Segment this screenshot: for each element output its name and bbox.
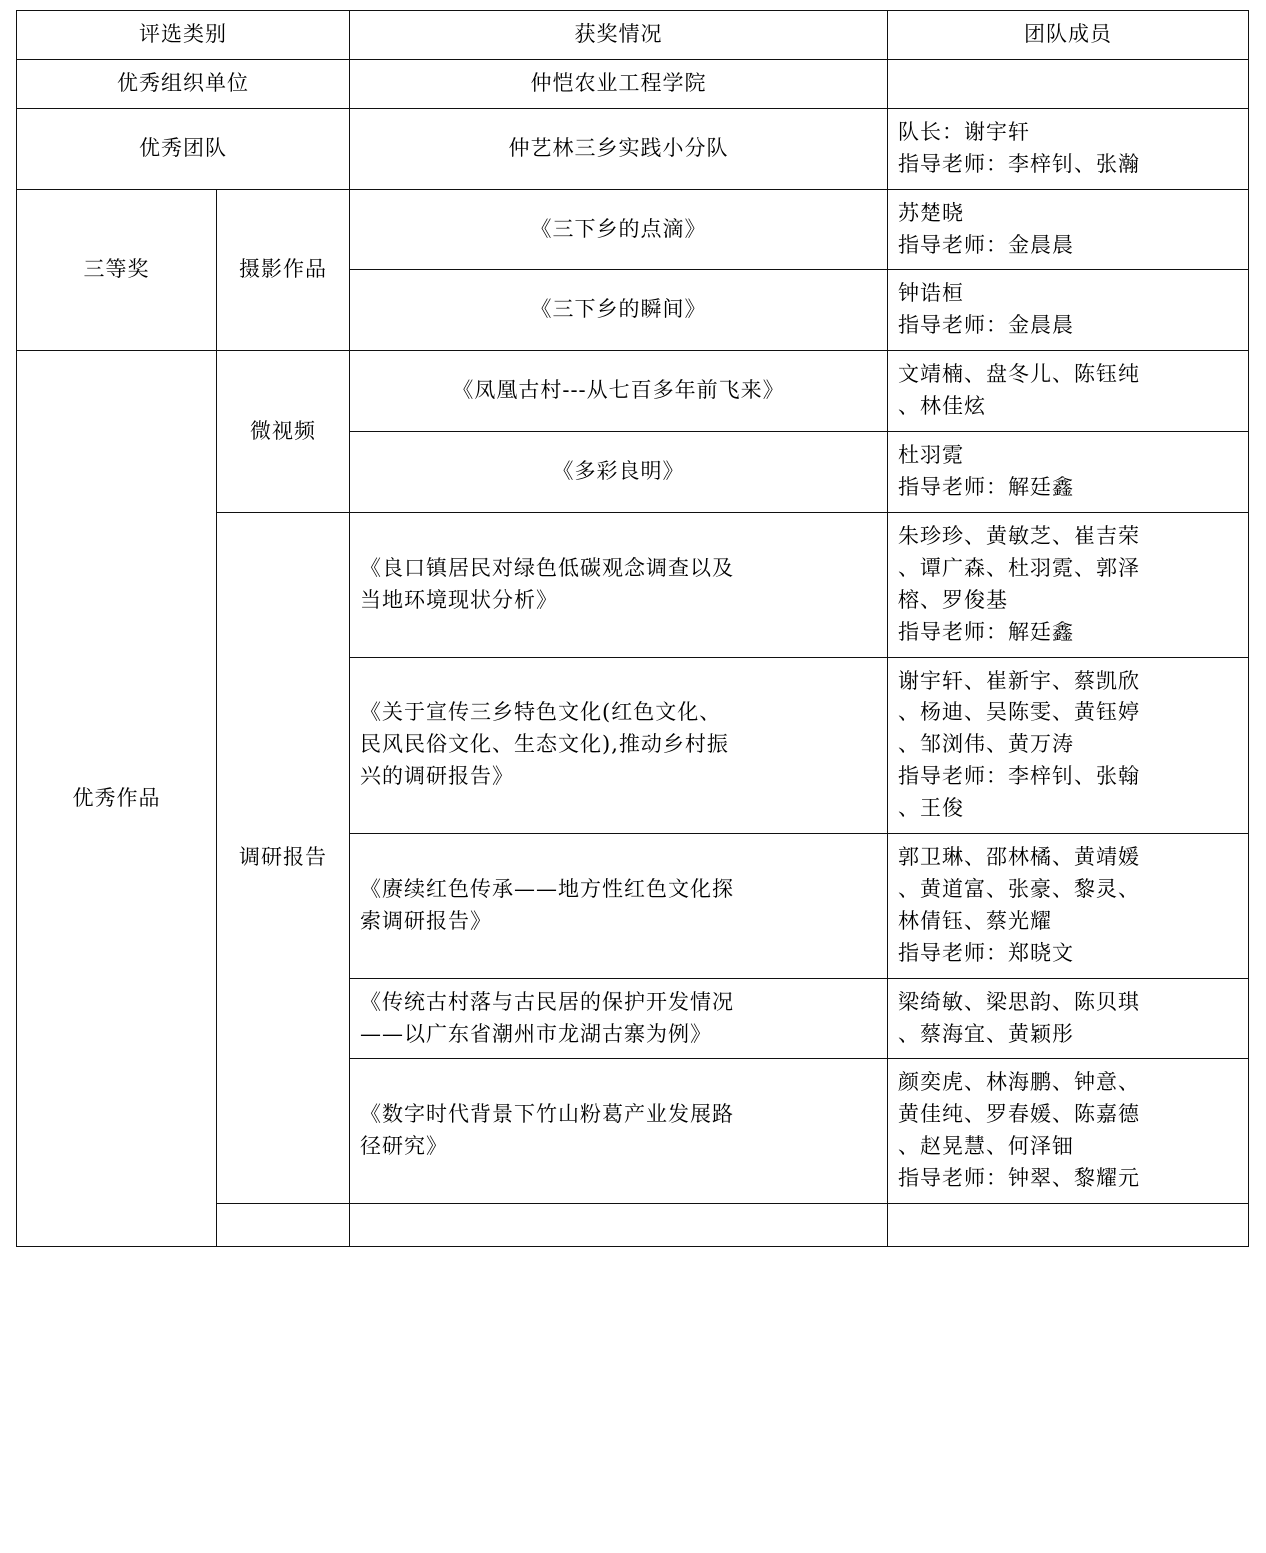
member-line: 苏楚晓 <box>898 200 964 225</box>
row-award-title <box>350 512 888 657</box>
award-line: ——以广东省潮州市龙湖古寨为例》 <box>360 1021 712 1046</box>
row-award-title <box>350 1059 888 1204</box>
row-award-title: 《三下乡的点滴》 <box>350 189 888 270</box>
header-award: 获奖情况 <box>350 11 888 60</box>
row-members <box>888 978 1249 1059</box>
row-award-title <box>350 978 888 1059</box>
member-line: 钟诰桓 <box>898 281 964 306</box>
award-line: 索调研报告》 <box>360 908 492 933</box>
row-category-third-prize: 三等奖 <box>17 189 217 351</box>
row-members <box>888 351 1249 432</box>
member-line: 、赵晃慧、何泽钿 <box>898 1134 1074 1159</box>
header-members: 团队成员 <box>888 11 1249 60</box>
member-line: 、邹浏伟、黄万涛 <box>898 732 1074 757</box>
member-line: 颜奕虎、林海鹏、钟意、 <box>898 1070 1140 1095</box>
row-award-org: 仲恺农业工程学院 <box>350 59 888 108</box>
award-line: 径研究》 <box>360 1134 448 1159</box>
award-line: 《数字时代背景下竹山粉葛产业发展路 <box>360 1102 734 1127</box>
table-row <box>17 108 1249 189</box>
member-line: 指导老师：解廷鑫 <box>898 474 1074 499</box>
member-line: 黄佳纯、罗春媛、陈嘉德 <box>898 1102 1140 1127</box>
row-category-org: 优秀组织单位 <box>17 59 350 108</box>
award-line: 民风民俗文化、生态文化),推动乡村振 <box>360 732 729 757</box>
member-line: 朱珍珍、黄敏芝、崔吉荣 <box>898 523 1140 548</box>
row-award-title <box>350 834 888 979</box>
row-award-team: 仲艺林三乡实践小分队 <box>350 108 888 189</box>
row-category-team: 优秀团队 <box>17 108 350 189</box>
row-members <box>888 657 1249 834</box>
member-line: 、黄道富、张豪、黎灵、 <box>898 876 1140 901</box>
row-subcategory-research-report: 调研报告 <box>217 512 350 1203</box>
header-category: 评选类别 <box>17 11 350 60</box>
member-line: 指导老师：李梓钊、张翰 <box>898 764 1140 789</box>
cell-empty <box>888 1204 1249 1247</box>
table-header-row <box>17 11 1249 60</box>
member-line: 、杨迪、吴陈雯、黄钰婷 <box>898 700 1140 725</box>
award-line: 当地环境现状分析》 <box>360 587 558 612</box>
award-results-table <box>16 10 1249 1247</box>
member-line: 指导老师：郑晓文 <box>898 940 1074 965</box>
row-members <box>888 189 1249 270</box>
row-award-title <box>350 657 888 834</box>
row-members <box>888 432 1249 513</box>
row-award-title: 《三下乡的瞬间》 <box>350 270 888 351</box>
cell-empty <box>217 1204 350 1247</box>
member-line: 、谭广森、杜羽霓、郭泽 <box>898 555 1140 580</box>
member-line: 指导老师：金晨晨 <box>898 232 1074 257</box>
member-line: 林倩钰、蔡光耀 <box>898 908 1052 933</box>
row-subcategory-microvideo: 微视频 <box>217 351 350 513</box>
member-line: 榕、罗俊基 <box>898 587 1008 612</box>
row-category-excellent-works: 优秀作品 <box>17 351 217 1247</box>
table-row <box>17 59 1249 108</box>
row-members-team <box>888 108 1249 189</box>
table-row <box>17 351 1249 432</box>
member-line: 文靖楠、盘冬儿、陈钰纯 <box>898 362 1140 387</box>
row-members <box>888 1059 1249 1204</box>
row-members <box>888 834 1249 979</box>
member-line: 谢宇轩、崔新宇、蔡凯欣 <box>898 668 1140 693</box>
member-line: 指导老师：金晨晨 <box>898 313 1074 338</box>
cell-empty <box>350 1204 888 1247</box>
member-line: 梁绮敏、梁思韵、陈贝琪 <box>898 989 1140 1014</box>
award-line: 兴的调研报告》 <box>360 764 514 789</box>
award-line: 《良口镇居民对绿色低碳观念调查以及 <box>360 555 734 580</box>
award-line: 《传统古村落与古民居的保护开发情况 <box>360 989 734 1014</box>
member-line: 指导老师：李梓钊、张瀚 <box>898 151 1140 176</box>
table-row <box>17 189 1249 270</box>
row-members-org <box>888 59 1249 108</box>
member-line: 指导老师：解廷鑫 <box>898 619 1074 644</box>
member-line: 队长：谢宇轩 <box>898 119 1030 144</box>
row-subcategory-photography: 摄影作品 <box>217 189 350 351</box>
member-line: 、王俊 <box>898 796 964 821</box>
row-members <box>888 270 1249 351</box>
member-line: 指导老师：钟翠、黎耀元 <box>898 1166 1140 1191</box>
row-award-title: 《凤凰古村---从七百多年前飞来》 <box>350 351 888 432</box>
award-line: 《关于宣传三乡特色文化(红色文化、 <box>360 700 722 725</box>
member-line: 、蔡海宜、黄颖彤 <box>898 1021 1074 1046</box>
member-line: 杜羽霓 <box>898 443 964 468</box>
row-award-title: 《多彩良明》 <box>350 432 888 513</box>
award-line: 《赓续红色传承——地方性红色文化探 <box>360 876 734 901</box>
member-line: 、林佳炫 <box>898 394 986 419</box>
row-members <box>888 512 1249 657</box>
member-line: 郭卫琳、邵林橘、黄靖媛 <box>898 845 1140 870</box>
